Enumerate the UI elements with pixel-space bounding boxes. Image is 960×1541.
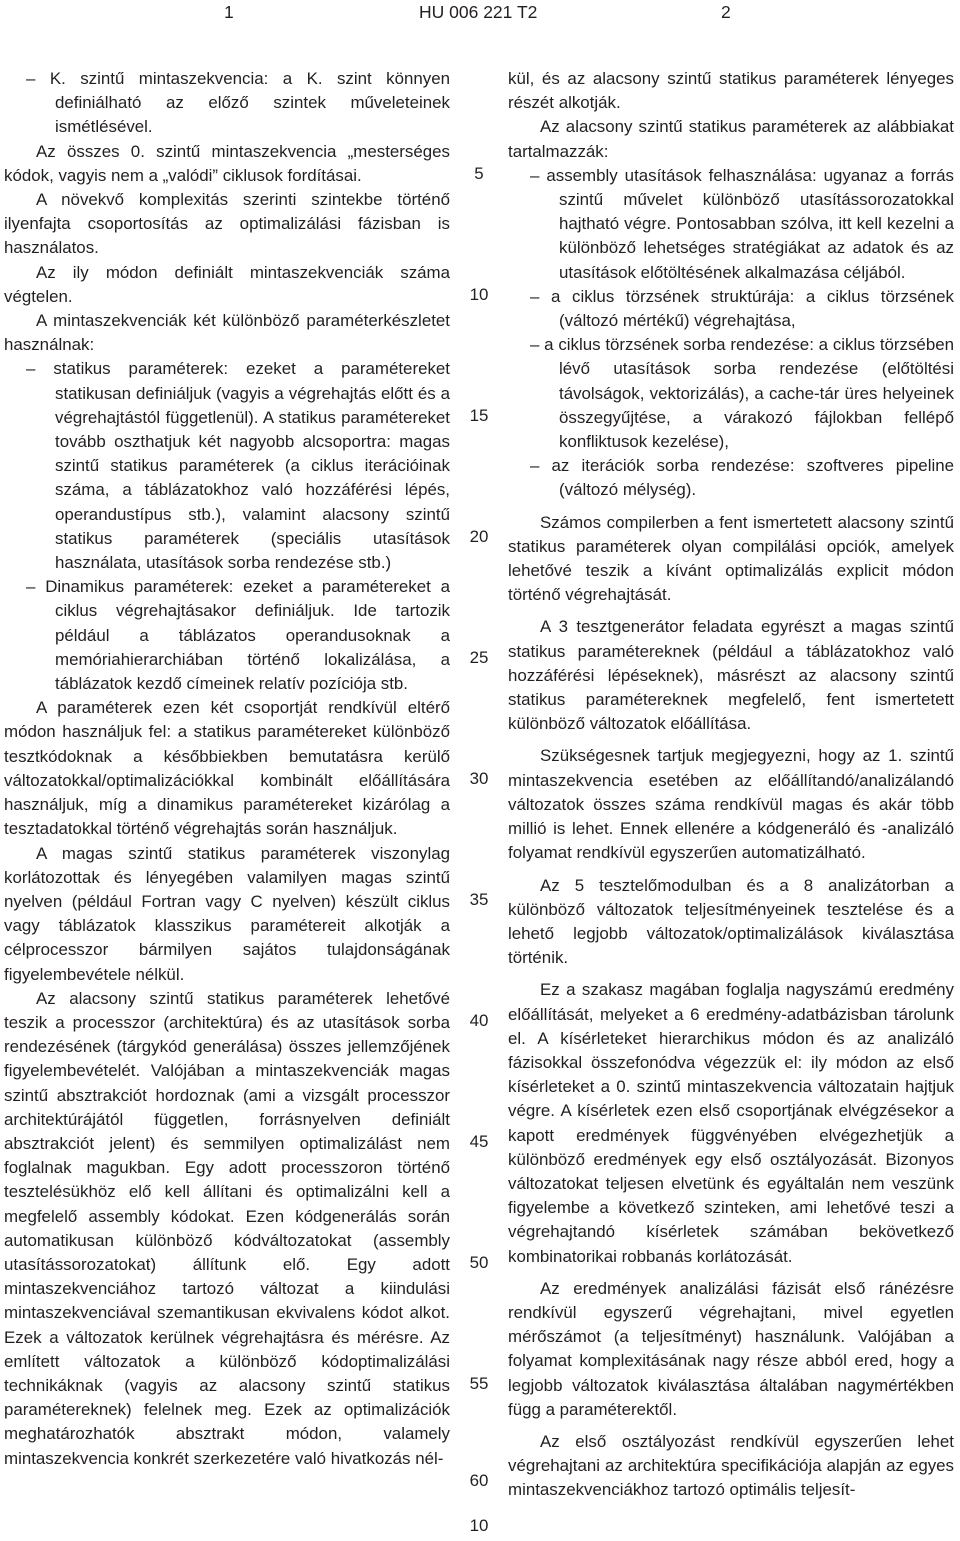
line-number: 60 (469, 1471, 489, 1490)
line-number: 40 (469, 1011, 489, 1030)
list-item: – Dinamikus paraméterek: ezeket a paramétereket a ciklus végrehajtásakor definiáljuk. Ide tartozik például a táblázatos operandusoknak a memóriahierarchiában történő lokalizálása, a táblázatok kezdő címeinek relatív pozíciója stb. (26, 577, 450, 694)
paragraph: A paraméterek ezen két csoportját rendkívül eltérő módon használjuk fel: a statikus paramétereket különböző tesztkódoknak a későbbiekben bemutatásra kerülő változatokkal/optimalizációkkal kombinált előállítására használjuk, míg a dinamikus paramétereket kizárólag a tesztadatokkal történő végrehajtás során használjuk. (4, 698, 450, 839)
paragraph: Az ily módon definiált mintaszekvenciák száma végtelen. (4, 262, 450, 306)
line-number: 35 (469, 890, 489, 909)
paragraph: Az alacsony szintű statikus paraméterek az alábbiakat tartalmazzák: (508, 117, 954, 161)
line-number: 15 (469, 406, 489, 425)
left-page-number: 1 (224, 2, 234, 22)
paragraph: A növekvő komplexitás szerinti szintekbe történő ilyenfajta csoportosítás az optimalizálási fázisban is használatos. (4, 190, 450, 258)
list-item: – statikus paraméterek: ezeket a paramétereket statikusan definiáljuk (vagyis a végrehajtás előtt és a végrehajtástól függetlenül). A statikus paramétereket tovább oszthatjuk két nagyobb alcsoportra: magas szintű statikus paraméterek (a ciklus iterációinak száma, a táblázatokhoz való hozzáférési lépés, operandustípus stb.), valamint alacsony szintű statikus paraméterek (speciális utasítások használata, utasítások sorba rendezése stb.) (26, 359, 450, 573)
paragraph: kül, és az alacsony szintű statikus paraméterek lényeges részét alkotják. (508, 69, 954, 113)
line-number: 25 (469, 648, 489, 667)
paragraph: A mintaszekvenciák két különböző paraméterkészletet használnak: (4, 311, 450, 355)
line-number: 55 (469, 1374, 489, 1393)
right-page-number: 2 (721, 2, 731, 22)
list-item: – a ciklus törzsének struktúrája: a ciklus törzsének (változó mértékű) végrehajtása, (530, 286, 954, 331)
list-item: – az iterációk sorba rendezése: szoftveres pipeline (változó mélység). (530, 456, 954, 500)
line-number: 50 (469, 1253, 489, 1272)
paragraph: Az alacsony szintű statikus paraméterek lehetővé teszik a processzor (architektúra) és az utasítások sorba rendezésének (tárgykód generálása) összes jellemzőjének figyelembevételét. Valójában a mintaszekvenciák magas szintű absztrakciót hordoznak (ami a vizsgált processzor architektúrájától független, forrásnyelven definiált absztrakciót jelent) és semmilyen optimalizálást nem foglalnak magukban. Egy adott processzoron történő tesztelésükhöz elő kell állítani és optimalizálni kell a megfelelő assembly kódokat. Ezen kódgenerálás során automatikusan különböző kódváltozatokat (assembly utasítássorozatokat) állítunk elő. Egy adott mintaszekvenciához tartozó változat a kiindulási mintaszekvenciával szemantikusan ekvivalens kódot alkot. Ezek a változatok kerülnek végrehajtásra és mérésre. Az említett változatok a különböző kódoptimalizálási technikáknak (vagyis az alacsony szintű statikus paramétereknek) felelnek meg. Ezek az optimalizációk meghatározhatók absztrakt módon, valamely mintaszekvencia konkrét szerkezetére való hivatkozás nél- (4, 988, 450, 1468)
left-text-column (4, 67, 450, 1471)
paragraph: Az összes 0. szintű mintaszekvencia „mesterséges kódok, vagyis nem a „valódi” ciklusok fordításai. (4, 141, 450, 185)
line-number: 45 (469, 1132, 489, 1151)
paragraph: Számos compilerben a fent ismertetett alacsony szintű statikus paraméterek olyan compilálási opciók, amelyek lehetővé teszik a kívánt optimalizálás explicit módon történő végrehajtását. (508, 512, 954, 605)
list-item: – assembly utasítások felhasználása: ugyanaz a forrás szintű művelet különböző utasítássorozatokkal hajtható végre. Pontosabban szólva, itt kell kezelni a különböző lehetséges stratégiákat az adatok és az utasítások előtöltésének alkalmazása céljából. (530, 165, 954, 282)
paragraph: Ez a szakasz magában foglalja nagyszámú eredmény előállítását, melyeket a 6 eredmény-adatbázisban tárolunk el. A kísérleteket hierarchikus módon és az analizáló fázisokkal összefonódva végezzük el: ily módon az első kísérleteket a 0. szintű mintaszekvencia változatain hajtjuk végre. A kísérletek ezen első csoportjának elvégzésekor a kapott eredmények függvényében elvégezhetjük a különböző eredmények egy első osztályozását. Bizonyos változatokat teljesen elvetünk és egyáltalán nem veszünk figyelembe a következő szinteken, ami lehetővé teszi a végrehajtandó kísérletek számában bekövetkező kombinatorikai robbanás korlátozását. (508, 980, 954, 1266)
page-number: 10 (469, 1516, 489, 1535)
list-item: – a ciklus törzsének sorba rendezése: a ciklus törzsében lévő utasítások sorba rendezése (előtöltési távolságok, vektorizálás), a cache-tár üres helyeinek összegyűjtése, a várakozó fájlokban fellépő konfliktusok kezelése), (530, 335, 954, 452)
line-number: 5 (474, 164, 484, 183)
paragraph: A magas szintű statikus paraméterek viszonylag korlátozottak és lényegében valamilyen magas szintű nyelven (például Fortran vagy C nyelven) készült ciklus vagy táblázatok klasszikus paramétereit alkotják a célprocesszor bármilyen sajátos tulajdonságának figyelembevétele nélkül. (4, 843, 450, 984)
line-number: 10 (469, 285, 489, 304)
paragraph: A 3 tesztgenerátor feladata egyrészt a magas szintű statikus paramétereknek (például a táblázatokhoz való hozzáférési lépéseknek), másrészt az alacsony szintű statikus paramétereknek megfelelő, fent ismertetett különböző változatok előállítása. (508, 617, 954, 734)
right-text-column (508, 67, 954, 1503)
paragraph: Az 5 tesztelőmodulban és a 8 analizátorban a különböző változatok teljesítményeinek tesztelése és a lehető legjobb változatok/optimalizálások kiválasztása történik. (508, 875, 954, 968)
paragraph: Az első osztályozást rendkívül egyszerűen lehet végrehajtani az architektúra specifikációja alapján az egyes mintaszekvenciákhoz tartozó optimális teljesít- (508, 1431, 954, 1500)
line-number: 30 (469, 769, 489, 788)
patent-id: HU 006 221 T2 (419, 2, 538, 22)
list-item: – K. szintű mintaszekvencia: a K. szint könnyen definiálható az előző szintek műveleteinek ismétlésével. (26, 69, 450, 137)
paragraph: Az eredmények analizálási fázisát első ránézésre rendkívül egyszerű végrehajtani, mivel egyetlen mérőszámot (a teljesítményt) használunk. Valójában a folyamat komplexitásának nagy része abból ered, hogy a legjobb változatok kiválasztása általában nagymértékben függ a paraméterektől. (508, 1278, 954, 1419)
line-number: 20 (469, 527, 489, 546)
paragraph: Szükségesnek tartjuk megjegyezni, hogy az 1. szintű mintaszekvencia esetében az előállítandó/analizálandó változatok összes száma rendkívül magas és akár több millió is lehet. Ennek ellenére a kódgeneráló és -analizáló folyamat rendkívül egyszerűen automatizálható. (508, 746, 954, 863)
